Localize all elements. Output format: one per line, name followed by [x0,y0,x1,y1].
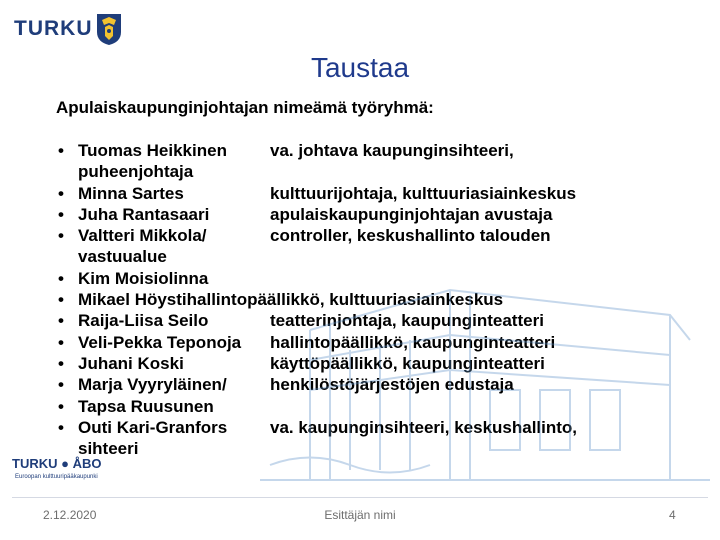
bullet-icon: • [58,141,64,160]
member-role: henkilöstöjärjestöjen edustaja [270,375,514,395]
member-role: teatterinjohtaja, kaupunginteatteri [270,311,544,331]
member-role-continuation: sihteeri [78,439,139,459]
bullet-icon: • [58,268,64,288]
list-item [56,183,696,204]
list-item [56,225,696,268]
member-name: Juha Rantasaari [78,204,210,224]
list-item [56,140,696,183]
member-role-continuation: puheenjohtaja [78,162,194,182]
culture-capital-logo: TURKU ● ÅBO [12,456,102,471]
member-role-continuation: vastuualue [78,247,167,267]
member-name: Juhani Koski [78,353,184,373]
bullet-icon: • [58,353,64,373]
member-name: Minna Sartes [78,183,184,203]
member-role: kulttuurijohtaja, kulttuuriasiainkeskus [270,183,577,203]
member-name: Raija-Liisa Seilo [78,311,209,331]
member-role: apulaiskaupunginjohtajan avustaja [270,204,553,224]
bullet-icon: • [58,226,64,246]
footer-presenter: Esittäjän nimi [324,508,396,522]
bullet-icon: • [58,396,64,416]
member-name: Kim Moisiolinna [78,268,209,288]
bullet-icon: • [58,204,64,224]
member-name: Tapsa Ruusunen [78,396,214,416]
turku-logo-text: TURKU [14,17,93,40]
list-item [56,204,696,225]
bullet-icon: • [58,311,64,331]
slide-title: Taustaa [310,52,410,83]
culture-capital-tagline: Euroopan kulttuuripääkaupunki [15,474,98,480]
member-role: käyttöpäällikkö, kaupunginteatteri [270,353,545,373]
building-illustration-icon [250,270,720,485]
member-name: Mikael Höystihallintopäällikkö, kulttuuriasiainkeskus [78,290,504,310]
member-role: controller, keskushallinto talouden [270,226,551,246]
footer-page-number: 4 [669,508,676,522]
turku-crest-icon [95,12,123,46]
member-name: Marja Vyyryläinen/ [78,375,227,395]
member-name: Valtteri Mikkola/ [78,226,207,246]
footer-divider [12,497,708,498]
member-name: Tuomas Heikkinen [78,141,227,160]
member-name: Veli-Pekka Teponoja [78,332,242,352]
bullet-icon: • [58,183,64,203]
bullet-icon: • [58,332,64,352]
bullet-icon: • [58,417,64,437]
member-role: hallintopäällikkö, kaupunginteatteri [270,332,556,352]
footer-date: 2.12.2020 [43,508,97,522]
member-role: va. kaupunginsihteeri, keskushallinto, [270,417,578,437]
member-name: Outi Kari-Granfors [78,417,228,437]
member-role: va. johtava kaupunginsihteeri, [270,141,514,160]
bullet-icon: • [58,290,64,310]
slide-subtitle: Apulaiskaupunginjohtajan nimeämä työryhmä: [56,98,434,117]
bullet-icon: • [58,375,64,395]
